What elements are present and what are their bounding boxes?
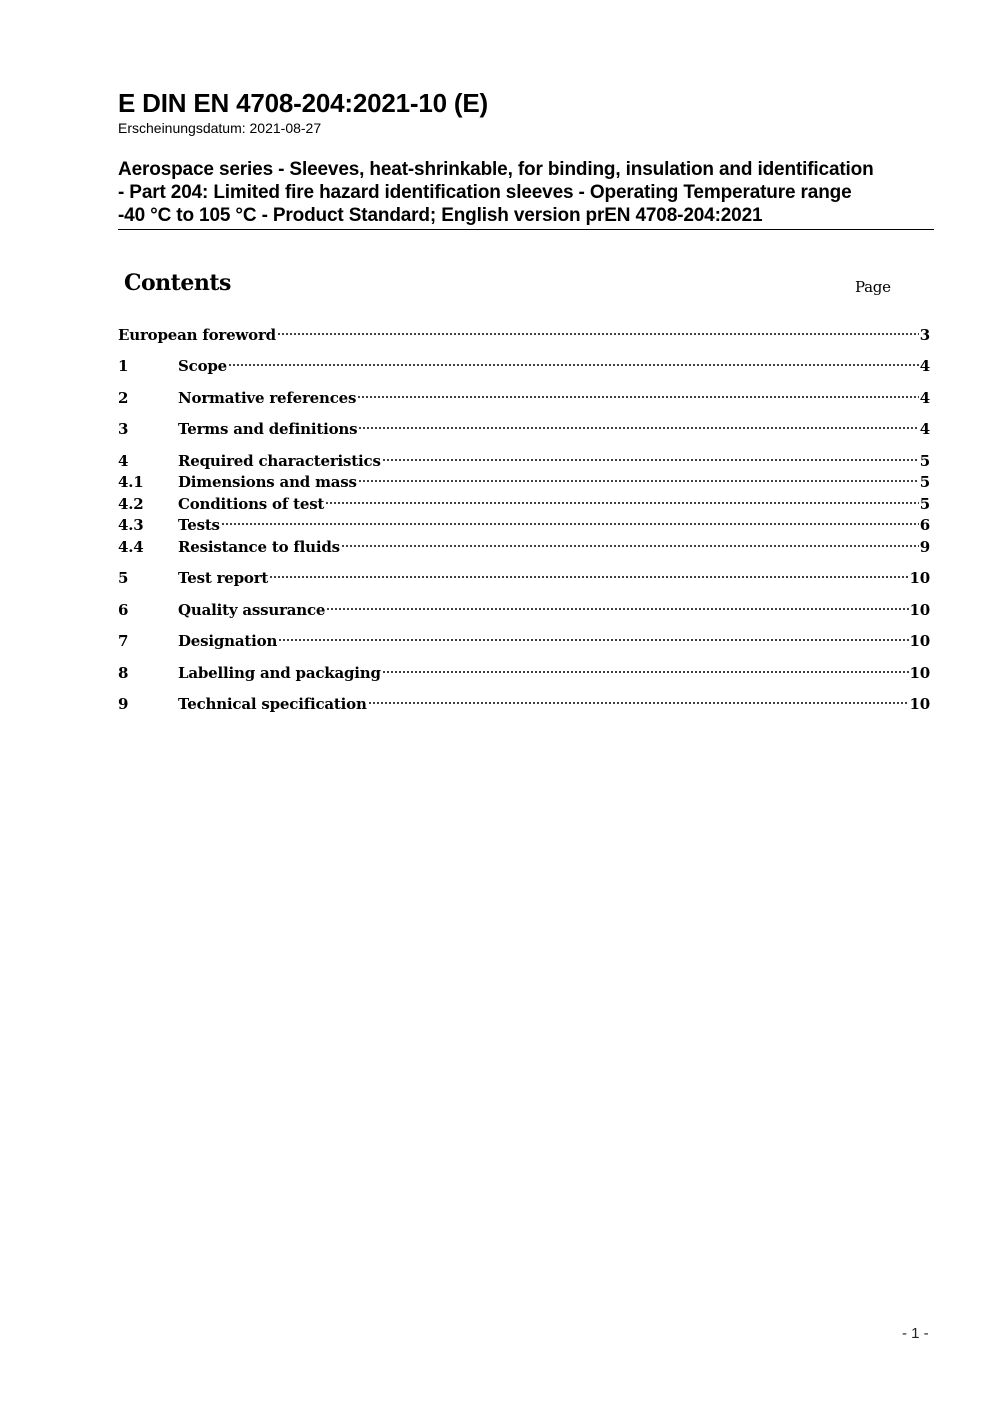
toc-entry-title: Scope [178,357,228,375]
toc-entry-page: 4 [919,389,930,407]
toc-entry-conditions-of-test[interactable] [118,495,930,515]
toc-entry-title: Quality assurance [178,601,326,619]
toc-entry-test-report[interactable] [118,569,930,589]
toc-entry-terms-definitions[interactable] [118,420,930,440]
document-id: E DIN EN 4708-204:2021-10 (E) [118,88,488,118]
toc-dot-leader [357,394,919,400]
toc-entry-page: 10 [909,632,930,650]
toc-entry-technical-specification[interactable] [118,695,930,715]
document-title [118,158,934,230]
toc-entry-page: 10 [909,695,930,713]
toc-dot-leader [278,637,908,643]
toc-entry-dimensions-mass[interactable] [118,473,930,493]
toc-entry-title: Dimensions and mass [178,473,357,491]
toc-entry-number: 4.1 [118,473,144,491]
toc-entry-number: 5 [118,569,129,587]
toc-entry-number: 4 [118,452,129,470]
toc-entry-title: Labelling and packaging [178,664,381,682]
toc-dot-leader [382,669,909,675]
toc-entry-number: 6 [118,601,129,619]
toc-entry-labelling-packaging[interactable] [118,664,930,684]
toc-dot-leader [382,457,919,463]
toc-entry-number: 4.2 [118,495,144,513]
toc-entry-required-characteristics[interactable] [118,452,930,472]
toc-entry-title: Normative references [178,389,357,407]
toc-entry-title: Terms and definitions [178,420,358,438]
toc-entry-tests[interactable] [118,516,930,536]
toc-entry-title: Designation [178,632,278,650]
document-title-line: - Part 204: Limited fire hazard identification sleeves - Operating Temperature range [118,182,852,203]
toc-entry-number: 8 [118,664,129,682]
toc-entry-page: 4 [919,357,930,375]
toc-entry-title: Technical specification [178,695,367,713]
toc-entry-title: Tests [178,516,220,534]
toc-entry-scope[interactable] [118,357,930,377]
document-header [118,88,934,230]
toc-dot-leader [269,574,908,580]
toc-dot-leader [228,362,919,368]
toc-entry-page: 3 [919,326,930,344]
toc-entry-page: 4 [919,420,930,438]
publication-date: Erscheinungsdatum: 2021-08-27 [118,120,322,136]
toc-entry-quality-assurance[interactable] [118,601,930,621]
toc-entry-page: 5 [919,452,930,470]
toc-entry-page: 9 [919,538,930,556]
toc-entry-number: 3 [118,420,129,438]
toc-entry-number: 4.3 [118,516,144,534]
toc-entry-number: 2 [118,389,129,407]
toc-dot-leader [358,425,918,431]
toc-dot-leader [358,478,919,484]
toc-entry-title: Test report [178,569,269,587]
toc-entry-page: 10 [909,601,930,619]
toc-entry-foreword[interactable] [118,326,930,346]
toc-dot-leader [277,331,919,337]
toc-dot-leader [221,521,919,527]
toc-entry-page: 6 [919,516,930,534]
toc-entry-page: 10 [909,664,930,682]
toc-entry-normative-references[interactable] [118,389,930,409]
contents-heading: Contents [124,270,231,296]
toc-entry-title: European foreword [118,326,276,344]
toc-entry-title: Conditions of test [178,495,325,513]
toc-entry-designation[interactable] [118,632,930,652]
toc-dot-leader [326,606,908,612]
toc-entry-number: 4.4 [118,538,144,556]
toc-dot-leader [368,700,909,706]
toc-entry-resistance-to-fluids[interactable] [118,538,930,558]
toc-dot-leader [341,543,919,549]
toc-entry-number: 9 [118,695,129,713]
toc-dot-leader [325,500,919,506]
page-column-label: Page [855,278,891,296]
toc-entry-page: 5 [919,495,930,513]
document-title-line: -40 °C to 105 °C - Product Standard; English version prEN 4708-204:2021 [118,205,763,226]
toc-entry-title: Required characteristics [178,452,381,470]
toc-entry-number: 7 [118,632,129,650]
toc-entry-page: 10 [909,569,930,587]
toc-entry-number: 1 [118,357,129,375]
page-number: - 1 - [902,1325,929,1342]
document-title-line: Aerospace series - Sleeves, heat-shrinkable, for binding, insulation and identification [118,159,874,180]
toc-entry-title: Resistance to fluids [178,538,340,556]
toc-entry-page: 5 [919,473,930,491]
